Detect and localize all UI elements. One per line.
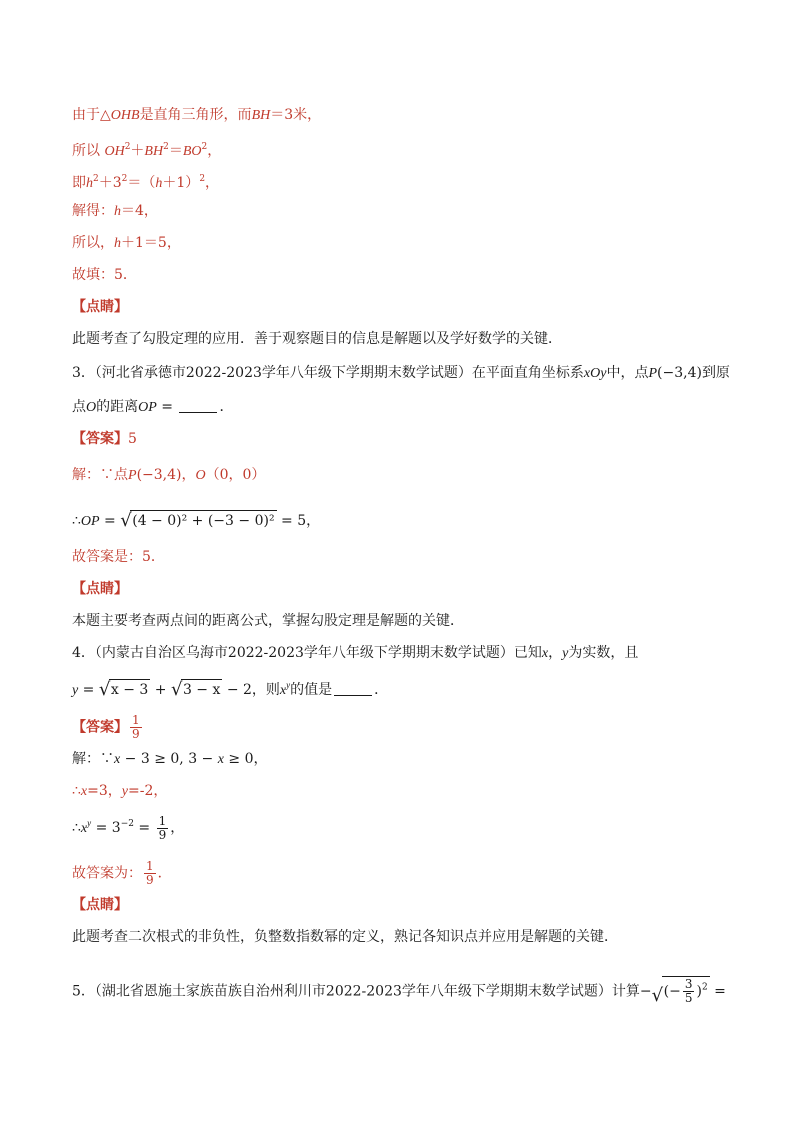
text: = bbox=[156, 399, 178, 415]
radical-sign: √ bbox=[98, 679, 111, 700]
var: x bbox=[80, 784, 88, 799]
note-text: 此题考查二次根式的非负性，负整数指数幂的定义，熟记各知识点并应用是解题的关键． bbox=[72, 929, 618, 945]
denominator: 9 bbox=[132, 727, 140, 741]
text: ， bbox=[207, 143, 222, 159]
answer-blank bbox=[334, 681, 372, 696]
var: x bbox=[279, 683, 287, 698]
q3-solution-2 bbox=[72, 510, 320, 531]
text: ∴ bbox=[72, 513, 81, 529]
note-text: 此题考查了勾股定理的应用．善于观察题目的信息是解题以及学好数学的关键． bbox=[72, 331, 562, 347]
var: h bbox=[114, 204, 121, 219]
text: =-2， bbox=[128, 783, 168, 799]
text: = bbox=[78, 682, 99, 698]
exp: −2 bbox=[120, 819, 134, 829]
text: 即 bbox=[72, 175, 86, 191]
answer-line bbox=[72, 430, 137, 448]
text: =3， bbox=[87, 783, 122, 799]
answer-tag: 【答案】 bbox=[72, 431, 128, 447]
solution-line-1 bbox=[72, 106, 321, 125]
text: ＋1＝5， bbox=[121, 235, 181, 251]
sqrt-expression bbox=[652, 976, 710, 1005]
var: BO bbox=[182, 144, 202, 159]
text: = bbox=[99, 513, 121, 529]
solution-line-2 bbox=[72, 138, 221, 161]
text: + bbox=[150, 682, 171, 698]
var: y bbox=[562, 646, 569, 661]
radicand: x − 3 bbox=[109, 679, 150, 699]
var: x bbox=[541, 646, 549, 661]
q3-solution-3: 故答案是：5． bbox=[72, 549, 165, 565]
var: xOy bbox=[583, 366, 607, 381]
var: h bbox=[114, 236, 121, 251]
var: OP bbox=[138, 400, 157, 415]
var: x bbox=[114, 752, 121, 767]
solution-line-4 bbox=[72, 202, 158, 221]
question-3-line-1 bbox=[72, 364, 730, 383]
exp: y bbox=[87, 818, 92, 828]
answer-value: 5 bbox=[128, 431, 137, 447]
text: ， bbox=[170, 820, 185, 836]
note-heading: 【点睛】 bbox=[72, 299, 128, 315]
denominator: 9 bbox=[146, 873, 154, 887]
text: 所以， bbox=[72, 235, 114, 251]
text: 的值是 bbox=[290, 682, 333, 698]
radical-sign: √ bbox=[651, 985, 664, 1006]
text: − 2 bbox=[222, 682, 252, 698]
note-text: 本题主要考查两点间的距离公式，掌握勾股定理是解题的关键． bbox=[72, 613, 464, 629]
var: x bbox=[217, 752, 224, 767]
denominator: 5 bbox=[684, 991, 693, 1005]
exp: 2 bbox=[199, 174, 206, 184]
answer-fraction bbox=[130, 714, 142, 741]
radicand: (− $\frac{3}{5}$ )$^2$ bbox=[663, 977, 708, 1005]
fraction bbox=[144, 860, 156, 887]
text: 故答案为： bbox=[72, 865, 142, 882]
numerator: 3 bbox=[684, 977, 693, 991]
var: O bbox=[195, 468, 206, 483]
text: ， bbox=[205, 175, 220, 191]
var: h bbox=[155, 176, 163, 191]
text: 解：∵点 bbox=[72, 467, 128, 483]
text: ， bbox=[548, 645, 563, 661]
text: ＝（ bbox=[127, 175, 156, 191]
text: 解得： bbox=[72, 203, 114, 219]
numerator: 1 bbox=[158, 813, 167, 828]
text: 为实数，且 bbox=[568, 645, 639, 661]
answer-tag: 【答案】 bbox=[72, 719, 128, 736]
exp: y bbox=[286, 680, 291, 690]
q4-solution-3 bbox=[72, 814, 184, 842]
q3-solution-1 bbox=[72, 466, 265, 485]
var: OHB bbox=[110, 108, 140, 123]
text: ＋ bbox=[130, 143, 145, 159]
var: BH bbox=[144, 144, 164, 159]
text: 解：∵ bbox=[72, 751, 114, 767]
radical-sign: √ bbox=[170, 679, 183, 700]
q4-solution-1 bbox=[72, 750, 268, 769]
text: − bbox=[639, 983, 652, 1000]
exp: 2 bbox=[201, 142, 208, 152]
text: ＝ bbox=[168, 143, 183, 159]
var: P bbox=[128, 468, 137, 483]
text: ＋1） bbox=[162, 175, 200, 191]
var: y bbox=[121, 784, 128, 799]
fraction bbox=[683, 978, 695, 1005]
text: = bbox=[709, 983, 726, 1000]
text: = bbox=[133, 820, 155, 836]
note-heading: 【点睛】 bbox=[72, 897, 128, 913]
numerator: 1 bbox=[146, 859, 154, 873]
var: x bbox=[80, 821, 88, 836]
text: 是直角三角形，而 bbox=[139, 107, 252, 123]
exp: 2 bbox=[163, 142, 169, 152]
radicand: (4 − 0)² + (−3 − 0)² bbox=[130, 510, 276, 530]
text: − bbox=[669, 983, 681, 1000]
text: 中，点 bbox=[606, 365, 649, 381]
numerator: 1 bbox=[132, 713, 140, 727]
question-5-line-1 bbox=[72, 976, 726, 1005]
text: ． bbox=[219, 399, 234, 415]
sqrt-expression bbox=[99, 679, 150, 699]
text: 点 bbox=[72, 399, 86, 415]
var: h bbox=[86, 176, 93, 191]
exp: 2 bbox=[124, 142, 131, 152]
text: 到原 bbox=[701, 365, 730, 381]
text: ＋3 bbox=[98, 175, 122, 191]
var: OH bbox=[104, 144, 125, 159]
sqrt-expression bbox=[171, 679, 222, 699]
denominator: 9 bbox=[158, 827, 167, 842]
text: 由于△ bbox=[72, 107, 111, 123]
solution-line-3 bbox=[72, 170, 219, 193]
note-heading: 【点睛】 bbox=[72, 581, 128, 597]
q4-solution-2 bbox=[72, 782, 167, 801]
var: BH bbox=[251, 108, 271, 123]
answer-blank bbox=[179, 398, 217, 413]
question-4-line-2 bbox=[72, 676, 388, 700]
text: ＝3米， bbox=[270, 107, 322, 123]
text: ∴ bbox=[72, 820, 81, 836]
var: P bbox=[648, 366, 658, 381]
radical-sign: √ bbox=[120, 510, 132, 531]
text: ，则 bbox=[251, 682, 280, 698]
radicand: 3 − x bbox=[181, 679, 222, 699]
text: 5．（湖北省恩施土家族苗族自治州利川市2022-2023学年八年级下学期期末数学试题）计算 bbox=[72, 983, 640, 1000]
text: (−3,4) bbox=[657, 365, 702, 381]
solution-line-6: 故填：5． bbox=[72, 267, 137, 283]
text: 所以 bbox=[72, 143, 105, 159]
text: ≥ 0， bbox=[223, 751, 268, 767]
question-3-line-2 bbox=[72, 398, 233, 417]
text: 的距离 bbox=[96, 399, 139, 415]
text: 4．（内蒙古自治区乌海市2022-2023学年八年级下学期期末数学试题）已知 bbox=[72, 645, 542, 661]
text: ＝4， bbox=[121, 203, 158, 219]
sqrt-expression bbox=[120, 510, 276, 530]
text: ． bbox=[374, 682, 389, 698]
var: y bbox=[72, 683, 79, 698]
exp: 2 bbox=[121, 174, 128, 184]
text: ， bbox=[181, 467, 196, 483]
answer-line bbox=[72, 714, 144, 741]
text: = 3 bbox=[91, 820, 121, 836]
text: − 3 ≥ 0, 3 − bbox=[120, 751, 218, 767]
var: OP bbox=[80, 514, 100, 529]
question-4-line-1 bbox=[72, 644, 638, 663]
text: （0，0） bbox=[205, 467, 266, 483]
fraction bbox=[157, 815, 169, 842]
q4-solution-4 bbox=[72, 860, 172, 887]
exp: 2 bbox=[701, 982, 708, 993]
text: ． bbox=[157, 865, 172, 882]
var: O bbox=[86, 400, 97, 415]
solution-line-5 bbox=[72, 234, 181, 253]
text: (−3,4) bbox=[136, 467, 182, 483]
text: 3．（河北省承德市2022-2023学年八年级下学期期末数学试题）在平面直角坐标系 bbox=[72, 365, 584, 381]
text: = 5， bbox=[276, 513, 321, 529]
text: ∴ bbox=[72, 783, 81, 799]
exp: 2 bbox=[93, 174, 99, 184]
